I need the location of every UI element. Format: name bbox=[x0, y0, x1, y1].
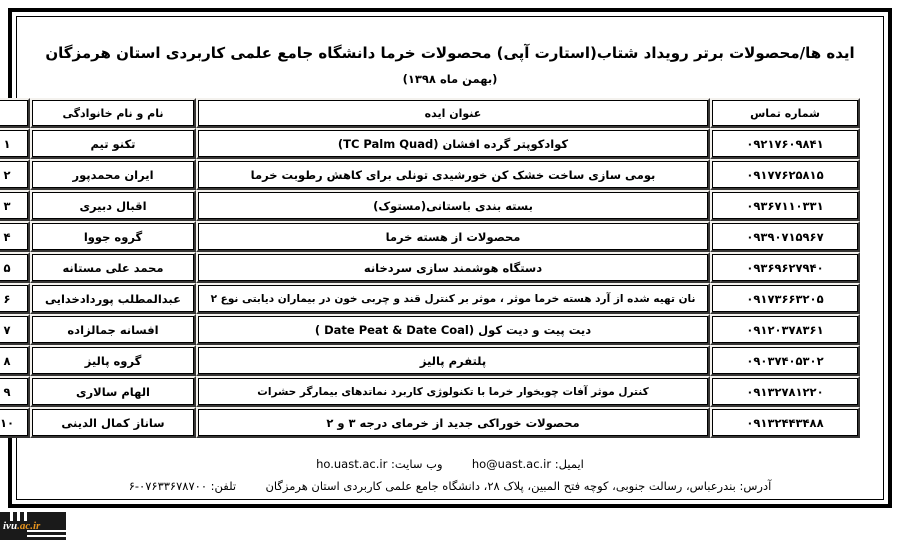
document-heading bbox=[17, 43, 883, 86]
watermark-text bbox=[3, 520, 40, 532]
footer-phone-value: ۰۷۶۳۳۶۷۸۷۰۰-۶ bbox=[128, 479, 207, 494]
cell-phone: ۰۹۲۱۷۶۰۹۸۴۱ bbox=[710, 128, 860, 159]
cell-row-number: ۱۰ bbox=[0, 407, 30, 438]
cell-idea-title: کنترل موثر آفات چوبخوار خرما با تکنولوژی کاربرد نماتدهای بیمارگر حشرات bbox=[196, 376, 710, 407]
cell-row-number: ۵ bbox=[0, 252, 30, 283]
cell-idea-title: بسته بندی باستانی(مستوک) bbox=[196, 190, 710, 221]
cell-person-name: ساناز کمال الدینی bbox=[30, 407, 196, 438]
table-row bbox=[0, 190, 860, 221]
ideas-table-body bbox=[0, 128, 860, 438]
ideas-table bbox=[0, 98, 860, 438]
cell-idea-title: محصولات از هسته خرما bbox=[196, 221, 710, 252]
watermark-text-accent: .ac.ir bbox=[17, 520, 41, 532]
cell-person-name: محمد علی مستانه bbox=[30, 252, 196, 283]
table-row bbox=[0, 128, 860, 159]
cell-person-name: افسانه جمالزاده bbox=[30, 314, 196, 345]
column-header-name: نام و نام خانوادگی bbox=[30, 98, 196, 128]
ideas-table-container bbox=[0, 98, 860, 438]
cell-person-name: ایران محمدپور bbox=[30, 159, 196, 190]
footer-address-label: آدرس: bbox=[739, 479, 772, 494]
cell-person-name: گروه جووا bbox=[30, 221, 196, 252]
table-row bbox=[0, 221, 860, 252]
table-row bbox=[0, 376, 860, 407]
footer-email-value[interactable]: ho@uast.ac.ir bbox=[471, 457, 552, 472]
cell-row-number: ۶ bbox=[0, 283, 30, 314]
cell-idea-title: محصولات خوراکی جدید از خرمای درجه ۳ و ۲ bbox=[196, 407, 710, 438]
cell-row-number: ۴ bbox=[0, 221, 30, 252]
document-footer bbox=[17, 454, 883, 498]
cell-person-name: اقبال دبیری bbox=[30, 190, 196, 221]
table-row bbox=[0, 283, 860, 314]
table-row bbox=[0, 345, 860, 376]
footer-phone-label: تلفن: bbox=[210, 479, 237, 494]
cell-phone: ۰۹۰۳۷۴۰۵۳۰۲ bbox=[710, 345, 860, 376]
cell-person-name: عبدالمطلب پوردادخدایی bbox=[30, 283, 196, 314]
table-row bbox=[0, 159, 860, 190]
cell-idea-title: نان تهیه شده از آرد هسته خرما موثر ، موثر بر کنترل قند و چربی خون در بیماران دیابتی نوع ۲ bbox=[196, 283, 710, 314]
column-header-number bbox=[0, 98, 30, 128]
cell-person-name: گروه پالیز bbox=[30, 345, 196, 376]
column-header-phone: شماره تماس bbox=[710, 98, 860, 128]
page-title: ایده ها/محصولات برتر رویداد شتاب(استارت آپی) محصولات خرما دانشگاه جامع علمی کاربردی استان هرمزگان bbox=[45, 44, 855, 62]
cell-idea-title: پلتفرم پالیز bbox=[196, 345, 710, 376]
cell-row-number: ۲ bbox=[0, 159, 30, 190]
cell-row-number: ۷ bbox=[0, 314, 30, 345]
cell-phone: ۰۹۳۹۰۷۱۵۹۶۷ bbox=[710, 221, 860, 252]
cell-phone: ۰۹۳۶۹۶۲۷۹۴۰ bbox=[710, 252, 860, 283]
document-page-frame bbox=[0, 8, 892, 508]
document-page-inner bbox=[0, 16, 884, 500]
cell-row-number: ۱ bbox=[0, 128, 30, 159]
cell-person-name: الهام سالاری bbox=[30, 376, 196, 407]
cell-row-number: ۳ bbox=[0, 190, 30, 221]
cell-phone: ۰۹۱۳۲۴۴۳۴۸۸ bbox=[710, 407, 860, 438]
footer-contact-line bbox=[17, 454, 883, 476]
footer-email-label: ایمیل: bbox=[554, 457, 584, 472]
cell-idea-title: کوادکوپتر گرده افشان (TC Palm Quad) bbox=[196, 128, 710, 159]
cell-phone: ۰۹۱۳۲۷۸۱۲۲۰ bbox=[710, 376, 860, 407]
watermark-text-primary: ivu bbox=[3, 520, 18, 532]
cell-phone: ۰۹۱۷۷۶۲۵۸۱۵ bbox=[710, 159, 860, 190]
cell-idea-title: دستگاه هوشمند سازی سردخانه bbox=[196, 252, 710, 283]
cell-person-name: تکنو تیم bbox=[30, 128, 196, 159]
footer-website-value[interactable]: ho.uast.ac.ir bbox=[316, 457, 388, 472]
cell-idea-title: دیت پیت و دیت کول (Date Peat & Date Coal ) bbox=[196, 314, 710, 345]
cell-row-number: ۹ bbox=[0, 376, 30, 407]
site-watermark-logo bbox=[0, 512, 66, 540]
cell-phone: ۰۹۱۷۳۶۶۳۲۰۵ bbox=[710, 283, 860, 314]
table-row bbox=[0, 407, 860, 438]
table-row bbox=[0, 252, 860, 283]
table-header-row bbox=[0, 98, 860, 128]
cell-row-number: ۸ bbox=[0, 345, 30, 376]
cell-idea-title: بومی سازی ساخت خشک کن خورشیدی تونلی برای کاهش رطوبت خرما bbox=[196, 159, 710, 190]
footer-website-label: وب سایت: bbox=[390, 457, 443, 472]
footer-address-value: بندرعباس، رسالت جنوبی، کوچه فتح المبین، پلاک ۲۸، دانشگاه جامع علمی کاربردی استان هرمزگان bbox=[265, 479, 736, 494]
page-subtitle: (بهمن ماه ۱۳۹۸) bbox=[402, 72, 498, 87]
footer-address-line bbox=[17, 476, 883, 498]
cell-phone: ۰۹۳۶۷۱۱۰۳۳۱ bbox=[710, 190, 860, 221]
column-header-idea: عنوان ایده bbox=[196, 98, 710, 128]
table-row bbox=[0, 314, 860, 345]
cell-phone: ۰۹۱۲۰۳۷۸۳۶۱ bbox=[710, 314, 860, 345]
